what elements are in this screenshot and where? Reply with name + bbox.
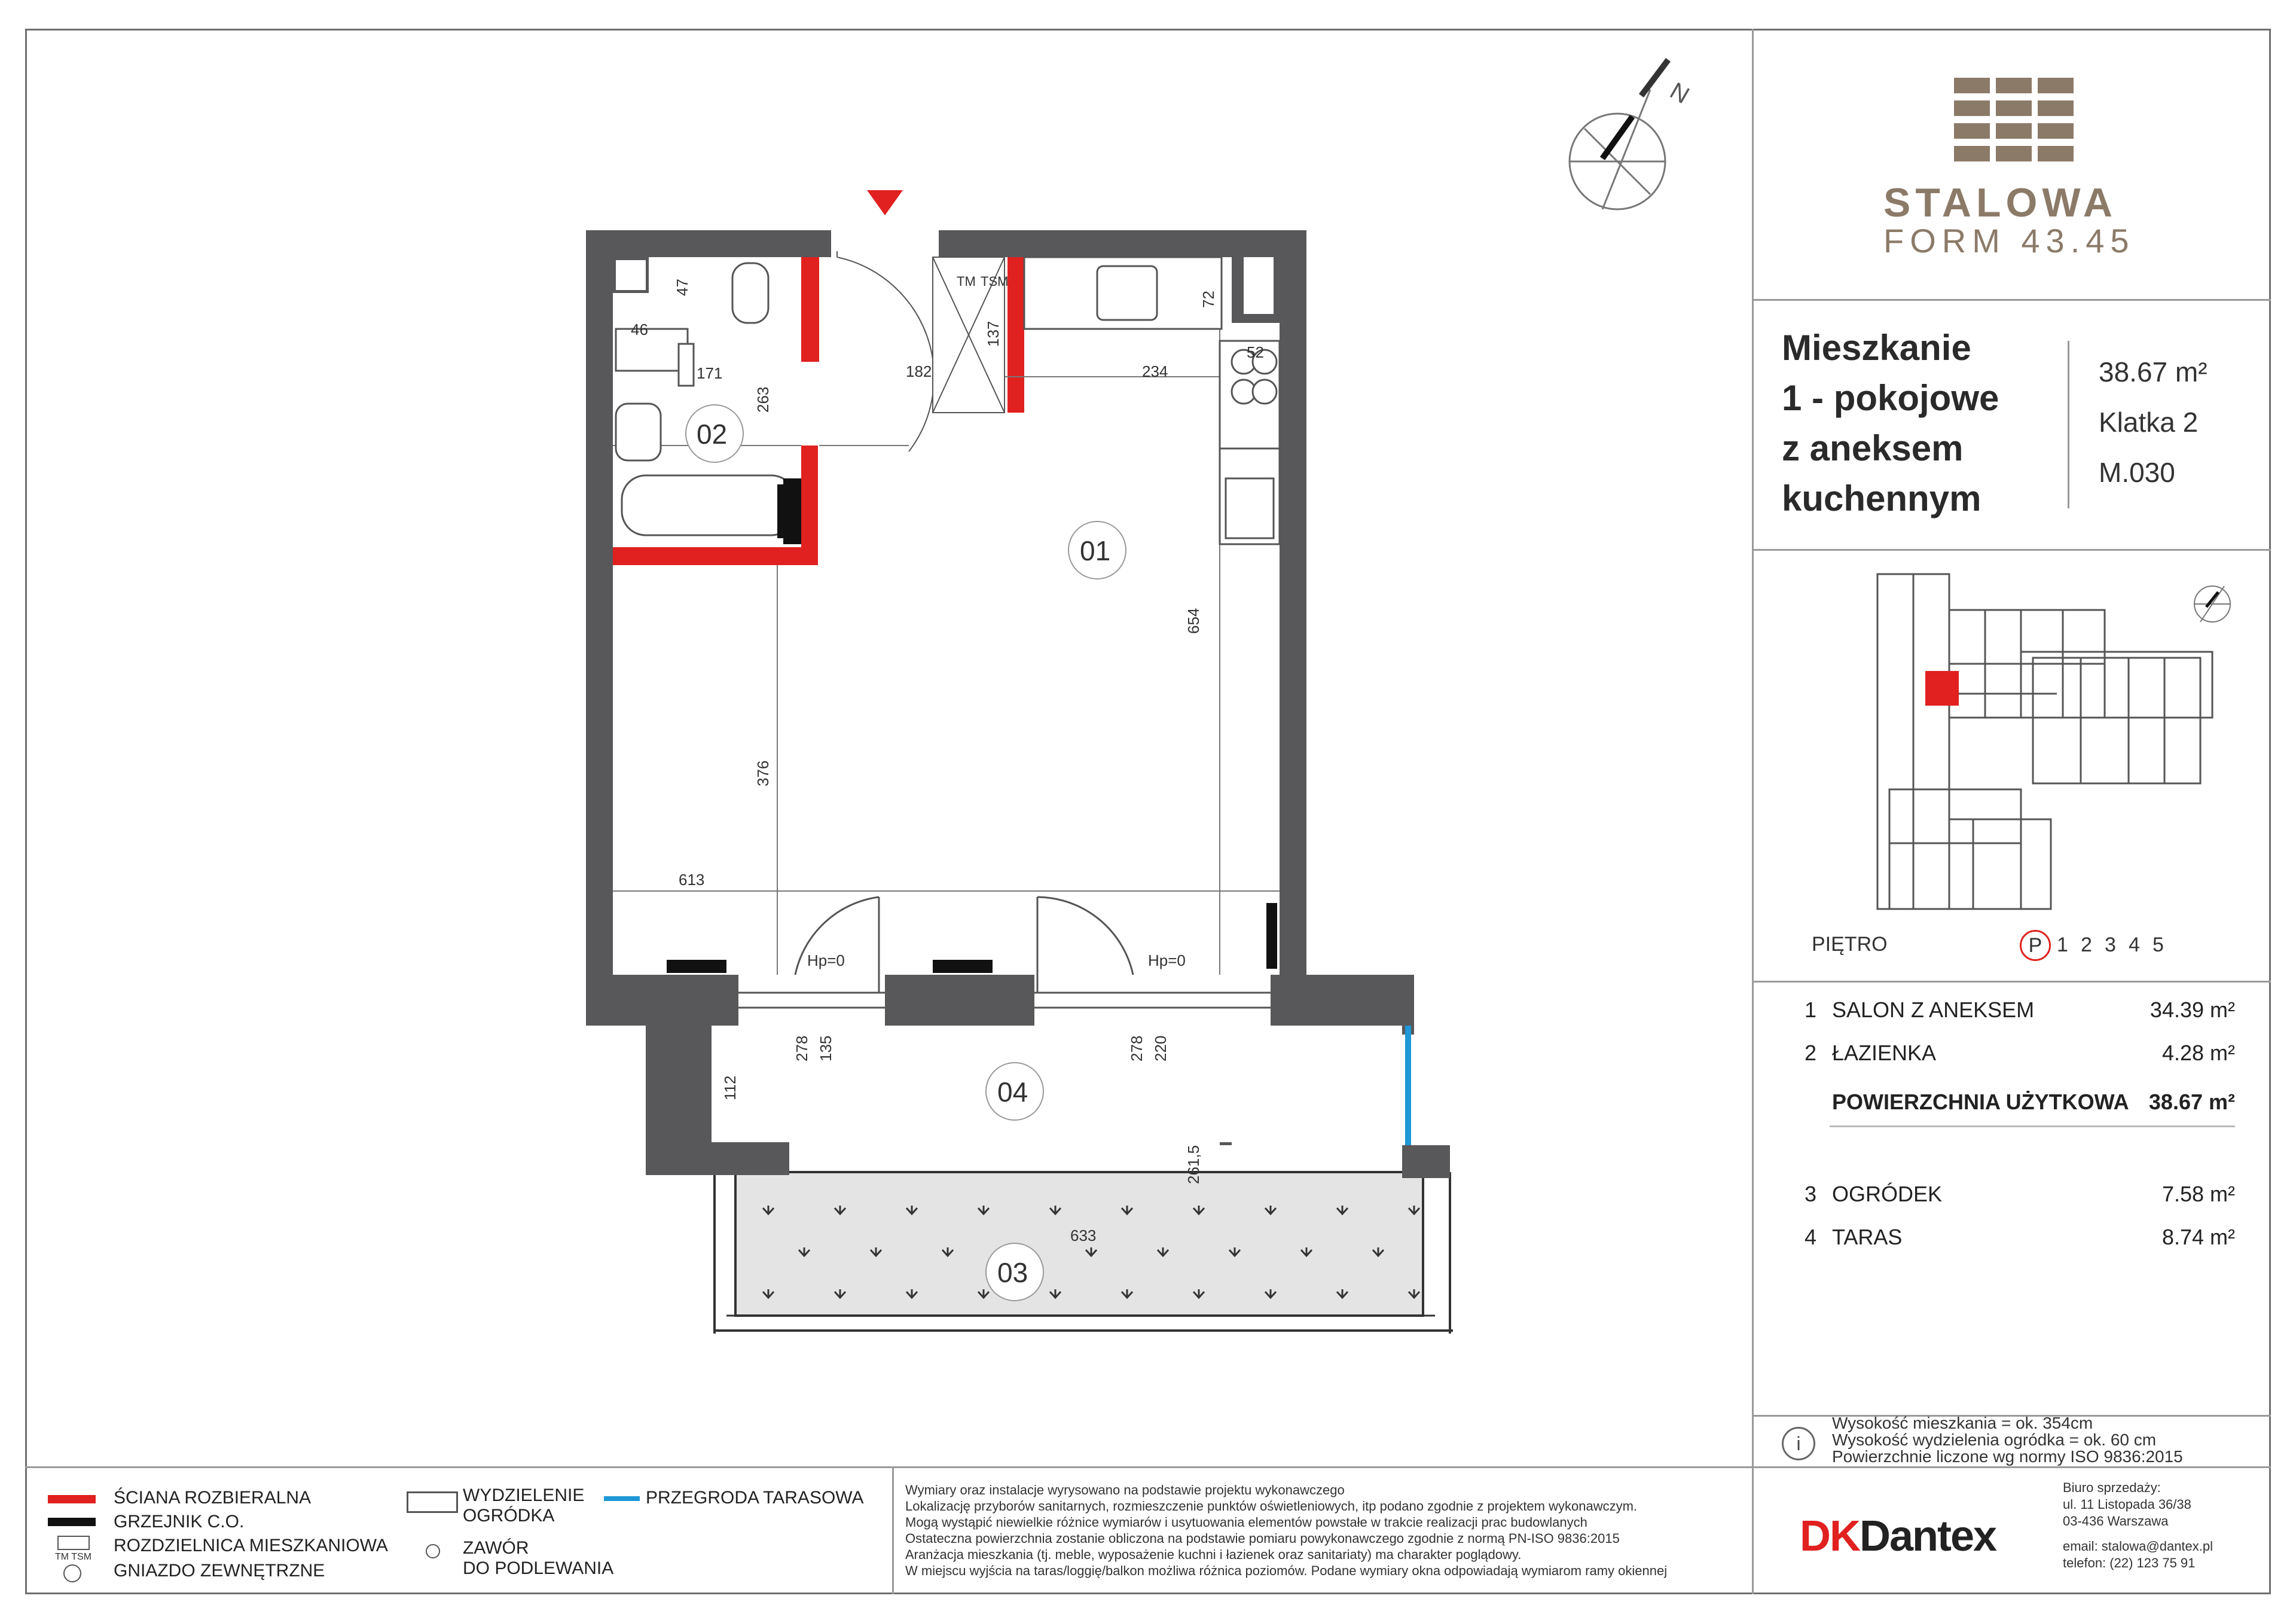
info-note: Powierzchnie liczone wg normy ISO 9836:2015: [1832, 1447, 2183, 1466]
dim-376: 376: [754, 760, 772, 786]
legend-socket: GNIAZDO ZEWNĘTRZNE: [114, 1561, 325, 1581]
dim-633: 633: [1070, 1227, 1097, 1244]
room-name: TARAS: [1832, 1225, 1903, 1249]
floor-5[interactable]: 5: [2152, 933, 2164, 956]
office-address-2: 03-436 Warszawa: [2063, 1514, 2169, 1529]
room-num: 2: [1805, 1041, 1817, 1065]
brand-subtitle: FORM 43.45: [1883, 222, 2135, 260]
legend-tm-tsm: TM TSM: [55, 1552, 92, 1562]
tm-label: TM: [957, 274, 976, 289]
dim-52: 52: [1247, 343, 1264, 361]
dim-220: 220: [1152, 1035, 1170, 1061]
disclaimer-line: W miejscu wyjścia na taras/loggię/balkon możliwa różnica poziomów. Podane wymiary okna odpowiadają wymiarom ramy okiennej: [905, 1563, 1668, 1578]
disclaimer-line: Lokalizację przyborów sanitarnych, rozmieszczenie punktów oświetleniowych, itp podano zgodnie z projektem wykonawczym.: [905, 1499, 1638, 1514]
info-note: Wysokość wydzielenia ogródka = ok. 60 cm: [1832, 1430, 2157, 1449]
divider-logo: [1752, 299, 2271, 301]
unit-staircase: Klatka 2: [2099, 407, 2199, 438]
room-label-03: 03: [997, 1257, 1028, 1288]
developer-logo-name: Dantex: [1860, 1512, 1996, 1560]
compass-letter: N: [1665, 77, 1694, 109]
divider-title: [1752, 549, 2271, 551]
info-notes: [1832, 1415, 2183, 1465]
legend-valve-icon: [426, 1544, 440, 1558]
dim-46: 46: [631, 321, 648, 338]
disclaimer-line: Mogą wystąpić niewielkie różnice wymiarów i usytuowania elementów powstałe w trakcie realizacji prac budowlanych: [905, 1515, 1587, 1530]
dim-278a: 278: [793, 1035, 811, 1061]
site-plan-thumbnail: [1866, 562, 2248, 945]
room-num: 1: [1805, 997, 1817, 1022]
legend-garden-line1: WYDZIELENIE: [463, 1485, 585, 1505]
divider-floors: [1752, 981, 2271, 983]
entry-marker: [867, 190, 903, 215]
room-num: 4: [1805, 1225, 1817, 1249]
garden-area: [715, 1172, 1453, 1334]
room-area: 4.28 m²: [2161, 1041, 2235, 1065]
room-num: 3: [1805, 1182, 1817, 1206]
office-title: Biuro sprzedaży:: [2063, 1480, 2161, 1495]
dim-654: 654: [1184, 608, 1202, 634]
room-area: 34.39 m²: [2150, 997, 2235, 1022]
office-email[interactable]: email: stalowa@dantex.pl: [2063, 1539, 2213, 1554]
unit-highlight: [1925, 671, 1959, 706]
panel-divider: [1752, 29, 1754, 1594]
usable-area-value: 38.67 m²: [2148, 1090, 2235, 1114]
floor-4[interactable]: 4: [2129, 933, 2140, 956]
legend-partition-swatch: [604, 1496, 640, 1501]
legend-radiator-icon: [48, 1518, 96, 1526]
legend-valve-line1: ZAWÓR: [463, 1538, 529, 1558]
floor-p[interactable]: P: [2020, 930, 2051, 961]
door-threshold-right: Hp=0: [1148, 951, 1186, 969]
unit-details: [2099, 347, 2208, 498]
legend-garden-icon: [407, 1491, 458, 1513]
dim-47: 47: [673, 279, 691, 296]
room-label-02: 02: [697, 419, 728, 450]
dim-182: 182: [906, 362, 932, 380]
dim-137: 137: [984, 321, 1002, 347]
disclaimer-line: Wymiary oraz instalacje wyrysowano na podstawie projektu wykonawczego: [905, 1482, 1345, 1497]
legend-wall-swatch: [48, 1495, 96, 1503]
legend-partition: PRZEGRODA TARASOWA: [646, 1488, 864, 1508]
brand-logo-icon: [1954, 78, 2074, 161]
floor-1[interactable]: 1: [2057, 933, 2068, 956]
room-name: OGRÓDEK: [1832, 1182, 1943, 1206]
tsm-label: TSM: [981, 274, 1009, 289]
developer-logo: [1800, 1512, 1996, 1560]
office-address-1: ul. 11 Listopada 36/38: [2063, 1497, 2191, 1512]
disclaimer: [905, 1482, 1754, 1579]
unit-title-line-2: 1 - pokojowe: [1782, 378, 1999, 418]
dim-278b: 278: [1128, 1035, 1146, 1061]
info-note: Wysokość mieszkania = ok. 354cm: [1832, 1414, 2093, 1432]
legend-valve-line2: DO PODLEWANIA: [463, 1558, 614, 1578]
disclaimer-line: Aranżacja mieszkania (tj. meble, wyposażenie kuchni i łazienek oraz sanitariaty) ma charakter poglądowy.: [905, 1547, 1522, 1562]
info-icon: i: [1782, 1427, 1815, 1460]
unit-title-line-1: Mieszkanie: [1782, 328, 1971, 368]
terrace-area: [712, 1024, 1405, 1143]
unit-title-line-4: kuchennym: [1782, 478, 1981, 518]
sales-office: [2063, 1479, 2213, 1572]
unit-number: M.030: [2099, 457, 2175, 488]
site-compass-icon: [2194, 586, 2230, 622]
unit-title-line-3: z aneksem: [1782, 428, 1964, 468]
floor-3[interactable]: 3: [2105, 933, 2116, 956]
divider-notes: [892, 1466, 894, 1594]
legend-wall: ŚCIANA ROZBIERALNA: [114, 1488, 312, 1508]
dim-261-5: 261,5: [1184, 1145, 1202, 1184]
disclaimer-line: Ostateczna powierzchnia zostanie obliczona na podstawie pomiaru powykonawczego zgodnie z normą PN-ISO 9836:2015: [905, 1531, 1620, 1546]
legend-radiator: GRZEJNIK C.O.: [114, 1512, 245, 1532]
divider-legend: [25, 1466, 2271, 1468]
entrance-door: [837, 251, 934, 451]
unit-title: [1782, 323, 2057, 524]
title-divider: [2068, 341, 2069, 508]
legend-socket-icon: [63, 1564, 81, 1582]
dim-112: 112: [721, 1075, 739, 1100]
legend-valve: [463, 1538, 613, 1579]
legend-distributor-icon: [57, 1536, 90, 1550]
office-phone[interactable]: telefon: (22) 123 75 91: [2063, 1555, 2196, 1570]
dim-72: 72: [1199, 291, 1217, 308]
floor-label: PIĘTRO: [1812, 933, 1888, 956]
dim-171: 171: [697, 364, 723, 382]
dim-263: 263: [754, 386, 772, 413]
room-name: ŁAZIENKA: [1832, 1041, 1937, 1065]
brand-name: STALOWA: [1883, 180, 2117, 225]
dim-234: 234: [1142, 362, 1168, 380]
legend-garden-line2: OGRÓDKA: [463, 1506, 555, 1526]
unit-area: 38.67 m²: [2099, 356, 2208, 388]
legend-distributor: ROZDZIELNICA MIESZKANIOWA: [114, 1536, 388, 1555]
legend-garden: [463, 1485, 584, 1526]
room-area: 8.74 m²: [2161, 1225, 2235, 1249]
room-area: 7.58 m²: [2161, 1182, 2235, 1206]
room-label-01: 01: [1080, 535, 1111, 566]
room-label-04: 04: [997, 1076, 1028, 1108]
terrace-partition: [1405, 1026, 1411, 1145]
door-threshold-left: Hp=0: [807, 951, 845, 969]
usable-area-label: POWIERZCHNIA UŻYTKOWA: [1832, 1090, 2129, 1114]
usable-area-line: [1830, 1125, 2235, 1127]
room-name: SALON Z ANEKSEM: [1832, 997, 2035, 1022]
dim-135: 135: [817, 1035, 835, 1061]
floor-2[interactable]: 2: [2081, 933, 2092, 956]
dim-613: 613: [679, 871, 705, 889]
developer-logo-mark: DK: [1800, 1512, 1860, 1560]
